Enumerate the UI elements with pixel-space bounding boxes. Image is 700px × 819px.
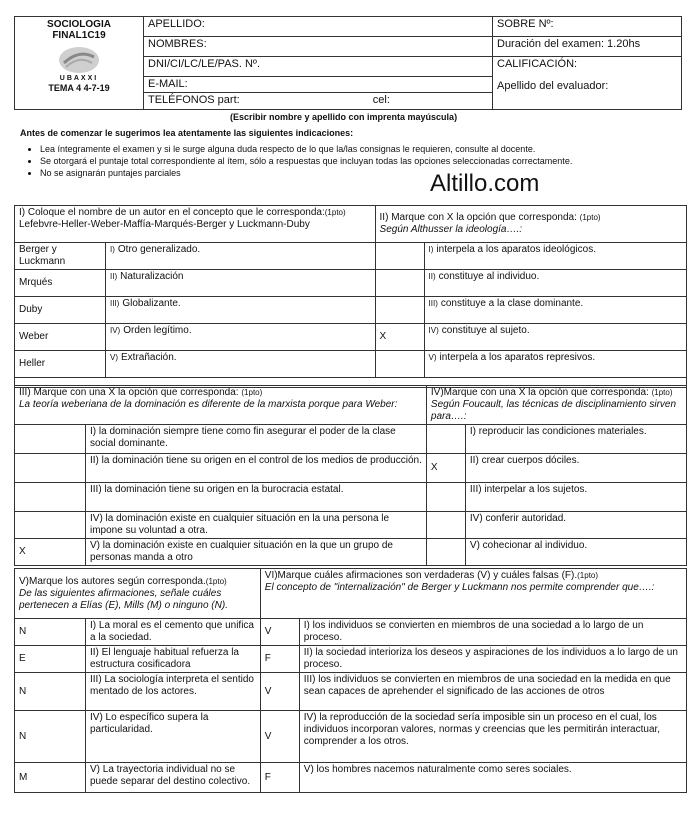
q2-mark[interactable] (375, 297, 424, 324)
q5-option: II) El lenguaje habitual refuerza la estructura cosificadora (86, 646, 261, 673)
watermark: Altillo.com (430, 170, 540, 197)
q4-option: V) cohecionar al individuo. (465, 539, 686, 566)
calificacion-cell[interactable] (493, 56, 682, 109)
q5-mark[interactable]: N (15, 673, 86, 711)
q3-mark[interactable] (15, 483, 86, 512)
q5-option: V) La trayectoria individual no se puede separar del destino colectivo. (86, 763, 261, 793)
q6-mark[interactable]: V (260, 673, 299, 711)
instruction-item: • Se otorgará el puntaje total correspondiente al ítem, sólo a respuestas que incluyan todas las opciones seleccionadas correctamente. (40, 155, 674, 167)
q4-option: II) crear cuerpos dóciles. (465, 454, 686, 483)
nombres-field[interactable]: NOMBRES: (144, 36, 493, 56)
header-note: (Escribir nombre y apellido con imprenta mayúscula) (230, 112, 458, 122)
q2-points: (1pto) (579, 213, 601, 222)
q5-header (15, 569, 261, 619)
q3-header (15, 386, 427, 425)
sobre-field[interactable]: SOBRE Nº: (493, 17, 682, 37)
q5-points: (1pto) (205, 576, 227, 586)
q6-option: I) los individuos se convierten en miembros de una sociedad a lo largo de un proceso. (299, 619, 686, 646)
q2-header (375, 206, 686, 243)
q1-answer[interactable]: Mrqués (15, 270, 106, 297)
q1-option: II) Naturalización (106, 270, 376, 297)
logo-text: UBAXXI (59, 75, 99, 82)
email-field[interactable]: E-MAIL: (144, 76, 493, 93)
apellido-field[interactable]: APELLIDO: (144, 17, 493, 37)
q3-subtitle: La teoría weberiana de la dominación es diferente de la marxista porque para Weber: (19, 399, 398, 410)
q2-mark[interactable]: X (375, 324, 424, 351)
q6-option: III) los individuos se convierten en miembros de una sociedad en la medida en que sean capaces de aprehender el significado de las acciones de otros (299, 673, 686, 711)
telefonos-label: TELÉFONOS part: (148, 94, 240, 107)
q3-option: III) la dominación tiene su origen en la burocracia estatal. (86, 483, 427, 512)
q3-points: (1pto) (241, 388, 263, 397)
q1-answer[interactable]: Berger y Luckmann (15, 243, 106, 270)
section-q5-q6 (14, 568, 687, 793)
q6-mark[interactable]: F (260, 646, 299, 673)
exam-name: FINAL1C19 (52, 30, 106, 41)
q2-title: II) Marque con X la opción que corresponda: (379, 212, 577, 223)
q6-mark[interactable]: F (260, 763, 299, 793)
q1-answer[interactable]: Duby (15, 297, 106, 324)
q6-option: II) la sociedad interioriza los deseos y aspiraciones de los individuos a lo largo de un proceso. (299, 646, 686, 673)
header-box (14, 16, 682, 110)
q2-option: V) interpela a los aparatos represivos. (424, 351, 686, 378)
q5-mark[interactable]: N (15, 711, 86, 763)
q4-title: IV)Marque con una X la opción que corresponda: (430, 387, 649, 398)
q3-mark[interactable] (15, 454, 86, 483)
q2-option: III) constituye a la clase dominante. (424, 297, 686, 324)
q4-option: III) interpelar a los sujetos. (465, 483, 686, 512)
q3-mark[interactable]: X (15, 539, 86, 566)
q3-option: I) la dominación siempre tiene como fin asegurar el poder de la clase social dominante. (86, 425, 427, 454)
calificacion-label: CALIFICACIÓN: (497, 57, 578, 70)
q4-header (426, 386, 686, 425)
q6-mark[interactable]: V (260, 619, 299, 646)
q5-subtitle: De las siguientes afirmaciones, señale cuáles pertenecen a Elías (E), Mills (M) o ninguno (N). (19, 587, 228, 611)
q3-mark[interactable] (15, 425, 86, 454)
q5-mark[interactable]: M (15, 763, 86, 793)
q3-option: II) la dominación tiene su origen en el control de los medios de producción. (86, 454, 427, 483)
evaluador-label: Apellido del evaluador: (497, 79, 609, 92)
q2-option: II) constituye al individuo. (424, 270, 686, 297)
q4-mark[interactable] (426, 539, 465, 566)
q4-points: (1pto) (651, 388, 673, 397)
dni-field[interactable]: DNI/CI/LC/LE/PAS. Nº. (144, 56, 493, 76)
q6-title: VI)Marque cuáles afirmaciones son verdaderas (V) y cuáles falsas (F). (264, 570, 578, 581)
q4-option: I) reproducir las condiciones materiales. (465, 425, 686, 454)
course-name: SOCIOLOGIA (47, 19, 111, 30)
q2-mark[interactable] (375, 351, 424, 378)
duracion-label: Duración del examen: 1.20hs (493, 36, 682, 56)
cel-label: cel: (372, 94, 390, 107)
q1-answer[interactable]: Weber (15, 324, 106, 351)
q4-mark[interactable] (426, 425, 465, 454)
instructions-intro: Antes de comenzar le sugerimos lea atentamente las siguientes indicaciones: (20, 128, 354, 138)
q5-option: I) La moral es el cemento que unifica a la sociedad. (86, 619, 261, 646)
q1-option: I) Otro generalizado. (106, 243, 376, 270)
section-q1-q2 (14, 205, 687, 388)
q6-option: IV) la reproducción de la sociedad sería imposible sin un proceso en el cual, los individuos incorporan valores, normas y creencias que les permitirán interactuar, comprender a los otros. (299, 711, 686, 763)
instructions-list (24, 143, 674, 179)
q2-mark[interactable] (375, 270, 424, 297)
q5-mark[interactable]: N (15, 619, 86, 646)
ubaxxi-logo (54, 45, 104, 82)
q3-title: III) Marque con una X la opción que corresponda: (19, 387, 239, 398)
q6-points: (1pto) (577, 571, 599, 580)
q2-subtitle: Según Althusser la ideología….: (379, 224, 523, 235)
q1-subtitle: Lefebvre-Heller-Weber-Maffía-Marqués-Berger y Luckmann-Duby (19, 219, 310, 230)
q4-subtitle: Según Foucault, las técnicas de disciplinamiento sirven para….: (430, 399, 677, 422)
telefonos-field[interactable] (144, 93, 493, 110)
course-cell (15, 17, 144, 110)
q1-option: V) Extrañación. (106, 351, 376, 378)
instruction-item: • No se asignarán puntajes parciales (40, 167, 674, 179)
q5-title: V)Marque los autores según corresponda. (19, 575, 206, 587)
q6-subtitle: El concepto de "internalización" de Berger y Luckmann nos permite comprender que….: (264, 582, 655, 593)
q2-option: IV) constituye al sujeto. (424, 324, 686, 351)
q5-option: IV) Lo específico supera la particularidad. (86, 711, 261, 763)
q2-mark[interactable] (375, 243, 424, 270)
q6-header (260, 569, 686, 619)
q1-points: (1pto) (324, 208, 346, 217)
q6-mark[interactable]: V (260, 711, 299, 763)
q4-mark[interactable] (426, 483, 465, 512)
q4-mark[interactable]: X (426, 454, 465, 483)
instruction-item: • Lea íntegramente el examen y si le surge alguna duda respecto de lo que la/las consignas le requieren, consulte al docente. (40, 143, 674, 155)
q3-option: IV) la dominación existe en cualquier situación en la una persona le impone su voluntad a otra. (86, 512, 427, 539)
q1-option: III) Globalizante. (106, 297, 376, 324)
q3-mark[interactable] (15, 512, 86, 539)
q1-title: I) Coloque el nombre de un autor en el concepto que le corresponda: (19, 207, 325, 218)
q1-option: IV) Orden legítimo. (106, 324, 376, 351)
q1-answer[interactable]: Heller (15, 351, 106, 378)
q2-option: I) interpela a los aparatos ideológicos. (424, 243, 686, 270)
q6-option: V) los hombres nacemos naturalmente como seres sociales. (299, 763, 686, 793)
q4-option: IV) conferir autoridad. (465, 512, 686, 539)
q3-option: V) la dominación existe en cualquier situación en la que un grupo de personas manda a otro (86, 539, 427, 566)
section-q3-q4 (14, 385, 687, 566)
q4-mark[interactable] (426, 512, 465, 539)
q5-mark[interactable]: E (15, 646, 86, 673)
q1-header (15, 206, 376, 243)
q5-option: III) La sociología interpreta el sentido mentado de los actores. (86, 673, 261, 711)
tema-label: TEMA 4 4-7-19 (48, 83, 110, 93)
